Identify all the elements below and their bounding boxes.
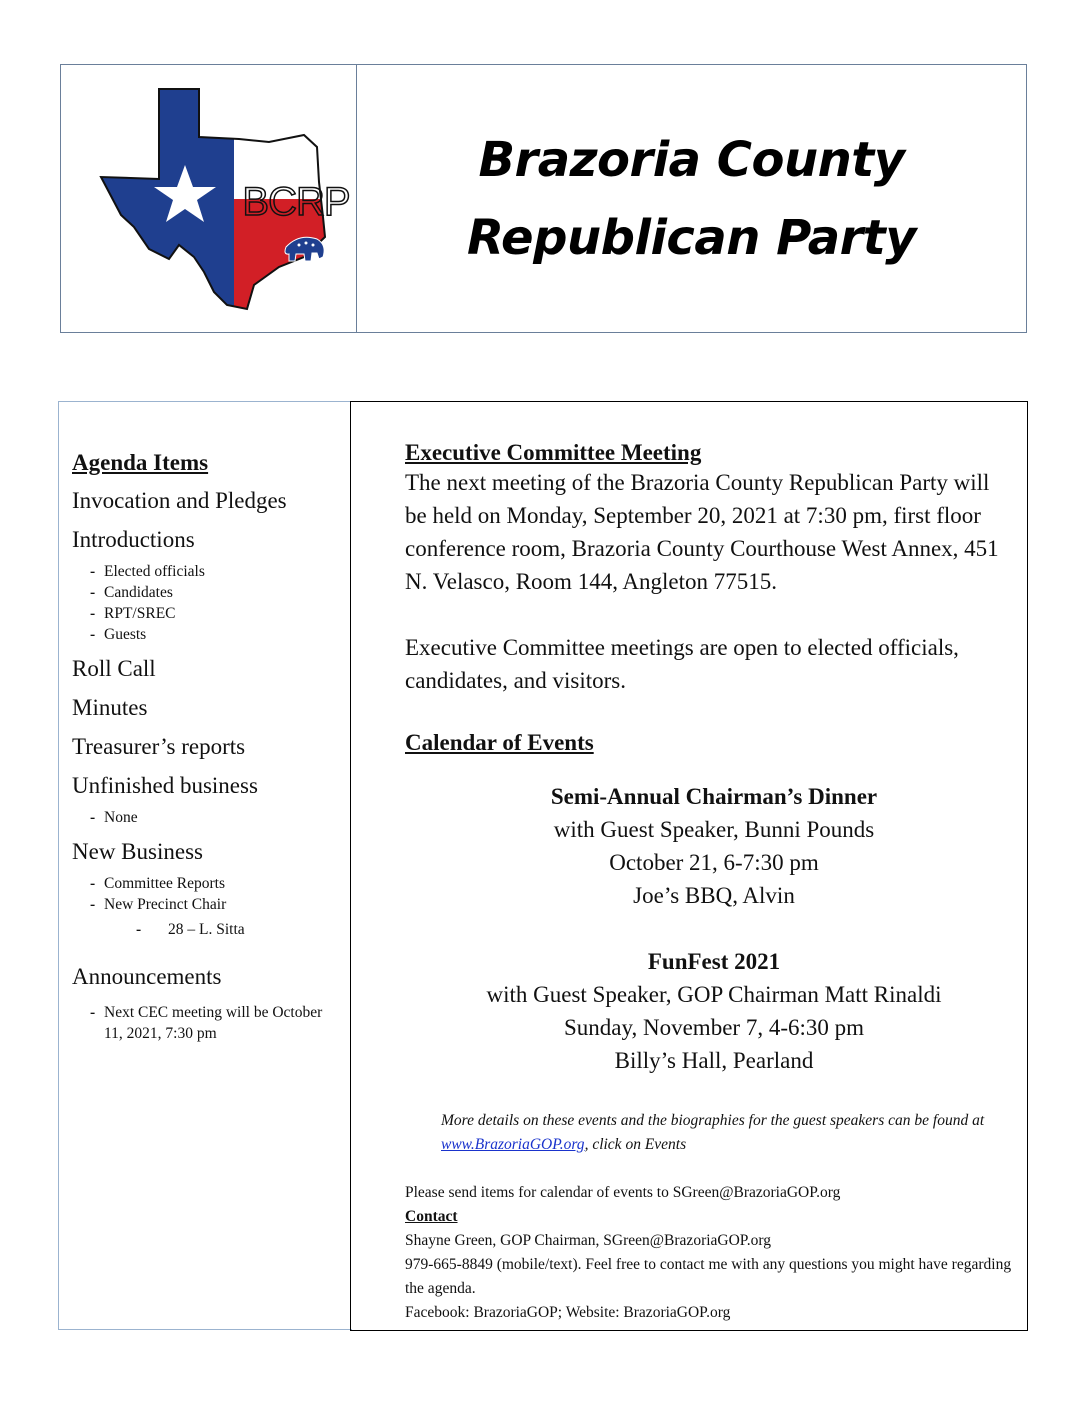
list-item: - Next CEC meeting will be October 11, 2021, 7:30 pm — [90, 1002, 344, 1044]
header-box — [60, 64, 1027, 333]
agenda-item: Unfinished business — [72, 773, 258, 798]
meeting-heading: Executive Committee Meeting — [405, 440, 702, 465]
title-line-2: Republican Party — [466, 209, 917, 266]
send-items-note: Please send items for calendar of events to SGreen@BrazoriaGOP.org — [405, 1184, 841, 1201]
contact-heading: Contact — [405, 1208, 458, 1225]
list-item: - Elected officials — [90, 561, 344, 582]
meeting-body: The next meeting of the Brazoria County Republican Party will be held on Monday, September 20, 2021 at 7:30 pm, first floor conference room, Brazoria County Courthouse West Annex, 451 N. Velasco, Room 144, Angleton 77515. — [405, 470, 999, 594]
agenda-item: Introductions — [72, 527, 195, 552]
new-business-sublist — [72, 873, 344, 915]
agenda-item: Announcements — [72, 964, 222, 989]
event-title: Semi-Annual Chairman’s Dinner — [550, 784, 878, 809]
agenda-item: Treasurer’s reports — [72, 734, 246, 759]
event-title: FunFest 2021 — [647, 949, 781, 974]
calendar-heading: Calendar of Events — [405, 730, 594, 755]
title-line-1: Brazoria County — [478, 131, 905, 188]
event-where: Billy’s Hall, Pearland — [614, 1048, 814, 1073]
event-2 — [405, 945, 1023, 1077]
agenda-item: Invocation and Pledges — [72, 488, 287, 513]
contact-line-1: Shayne Green, GOP Chairman, SGreen@BrazoriaGOP.org — [405, 1232, 771, 1249]
list-item: - 28 – L. Sitta — [136, 919, 344, 940]
meeting-open-note: Executive Committee meetings are open to elected officials, candidates, and visitors. — [405, 635, 959, 693]
list-item: - Guests — [90, 624, 344, 645]
main-panel — [350, 401, 1028, 1331]
event-speaker: with Guest Speaker, GOP Chairman Matt Rinaldi — [486, 982, 942, 1007]
agenda-heading: Agenda Items — [72, 450, 209, 475]
announcements-sublist — [72, 1002, 344, 1044]
precinct-chair-sublist — [72, 919, 344, 940]
unfinished-sublist — [72, 807, 344, 828]
list-item: - RPT/SREC — [90, 603, 344, 624]
agenda-panel — [58, 401, 352, 1330]
agenda-list — [72, 486, 344, 1048]
list-item: - None — [90, 807, 344, 828]
texas-flag-logo-icon — [99, 87, 350, 312]
event-where: Joe’s BBQ, Alvin — [633, 883, 795, 908]
introductions-sublist — [72, 561, 344, 645]
list-item: - Candidates — [90, 582, 344, 603]
agenda-item: New Business — [72, 839, 203, 864]
agenda-item: Minutes — [72, 695, 148, 720]
logo-cell — [61, 65, 357, 332]
events-details-note: More details on these events and the biographies for the guest speakers can be found at www.BrazoriaGOP.org, click on Events — [441, 1112, 985, 1153]
list-item: - New Precinct Chair — [90, 894, 344, 915]
contact-line-3: Facebook: BrazoriaGOP; Website: BrazoriaGOP.org — [405, 1304, 731, 1321]
event-when: October 21, 6-7:30 pm — [609, 850, 819, 875]
website-link[interactable]: www.BrazoriaGOP.org — [441, 1136, 585, 1153]
contact-line-2: 979-665-8849 (mobile/text). Feel free to contact me with any questions you might have regarding the agenda. — [405, 1256, 1012, 1297]
list-item: - Committee Reports — [90, 873, 344, 894]
agenda-item: Roll Call — [72, 656, 156, 681]
svg-text:BCRP: BCRP — [242, 180, 350, 224]
main-content — [405, 440, 1015, 1325]
title-cell — [357, 65, 1026, 332]
page-title — [467, 121, 916, 277]
event-1 — [405, 780, 1023, 912]
event-speaker: with Guest Speaker, Bunni Pounds — [553, 817, 875, 842]
event-when: Sunday, November 7, 4-6:30 pm — [563, 1015, 865, 1040]
